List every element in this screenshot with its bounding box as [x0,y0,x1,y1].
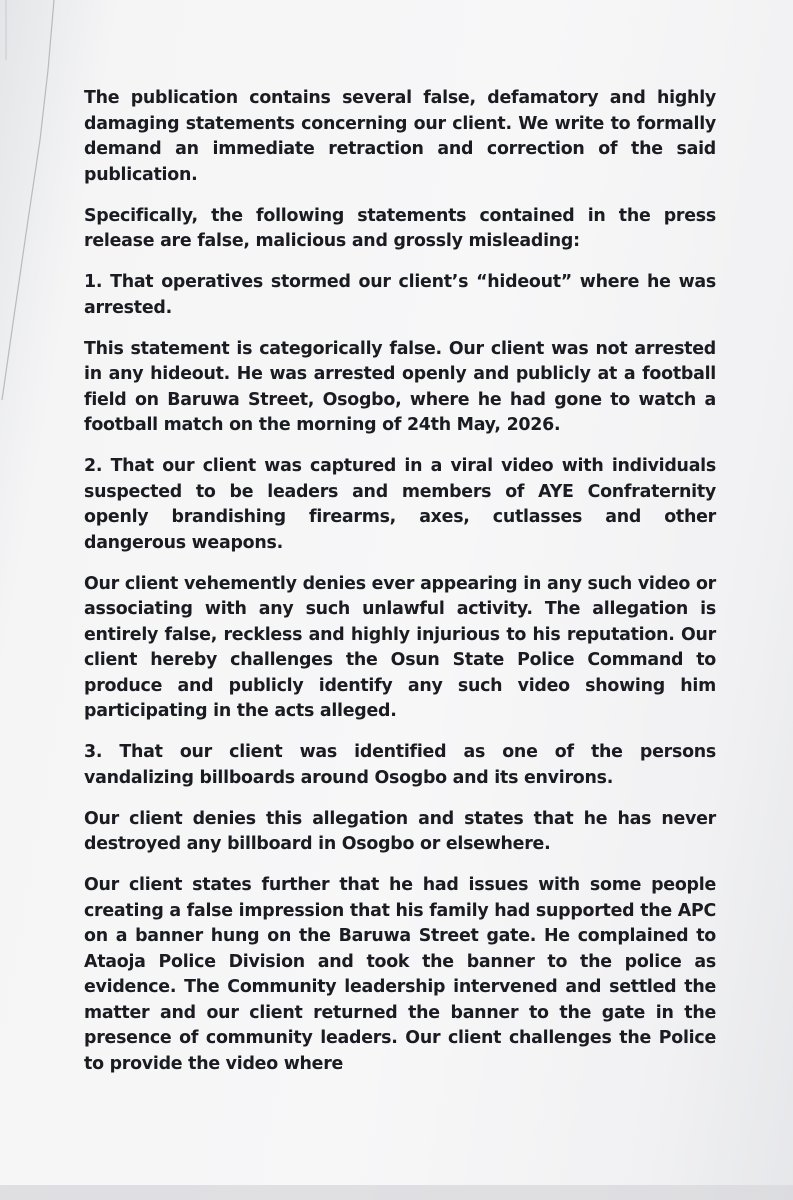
paragraph-point-3: 3. That our client was identified as one of the persons vandalizing billboards around Osogbo and its environs. [84,742,716,788]
paragraph-response-1: This statement is categorically false. Our client was not arrested in any hideout. He was arrested openly and publicly at a football field on Baruwa Street, Osogbo, where he had gone to watch a football match on the morning of 24th May, 2026. [84,338,716,435]
paragraph-specifically: Specifically, the following statements contained in the press release are false, malicious and grossly misleading: [84,205,716,251]
paragraph-further: Our client states further that he had issues with some people creating a false impression that his family had supported the APC on a banner hung on the Baruwa Street gate. He complained to Ataoja Police Division and took the banner to the police as evidence. The Community leadership intervened and settled the matter and our client returned the banner to the gate in the presence of community leaders. Our client challenges the Police to provide the video where [84,875,716,1074]
paragraph-response-3: Our client denies this allegation and states that he has never destroyed any billboard in Osogbo or elsewhere. [84,808,716,854]
paragraph-intro: The publication contains several false, defamatory and highly damaging statements concerning our client. We write to formally demand an immediate retraction and correction of the said publication. [84,88,716,185]
paragraph-point-1: 1. That operatives stormed our client’s “hideout” where he was arrested. [84,272,716,318]
letter-body [84,86,716,1093]
paragraph-point-2: 2. That our client was captured in a viral video with individuals suspected to be leaders and members of AYE Confraternity openly brandishing firearms, axes, cutlasses and other dangerous weapons. [84,456,716,553]
paragraph-response-2: Our client vehemently denies ever appearing in any such video or associating with any such unlawful activity. The allegation is entirely false, reckless and highly injurious to his reputation. Our client hereby challenges the Osun State Police Command to produce and publicly identify any such video showing him participating in the acts alleged. [84,573,716,721]
